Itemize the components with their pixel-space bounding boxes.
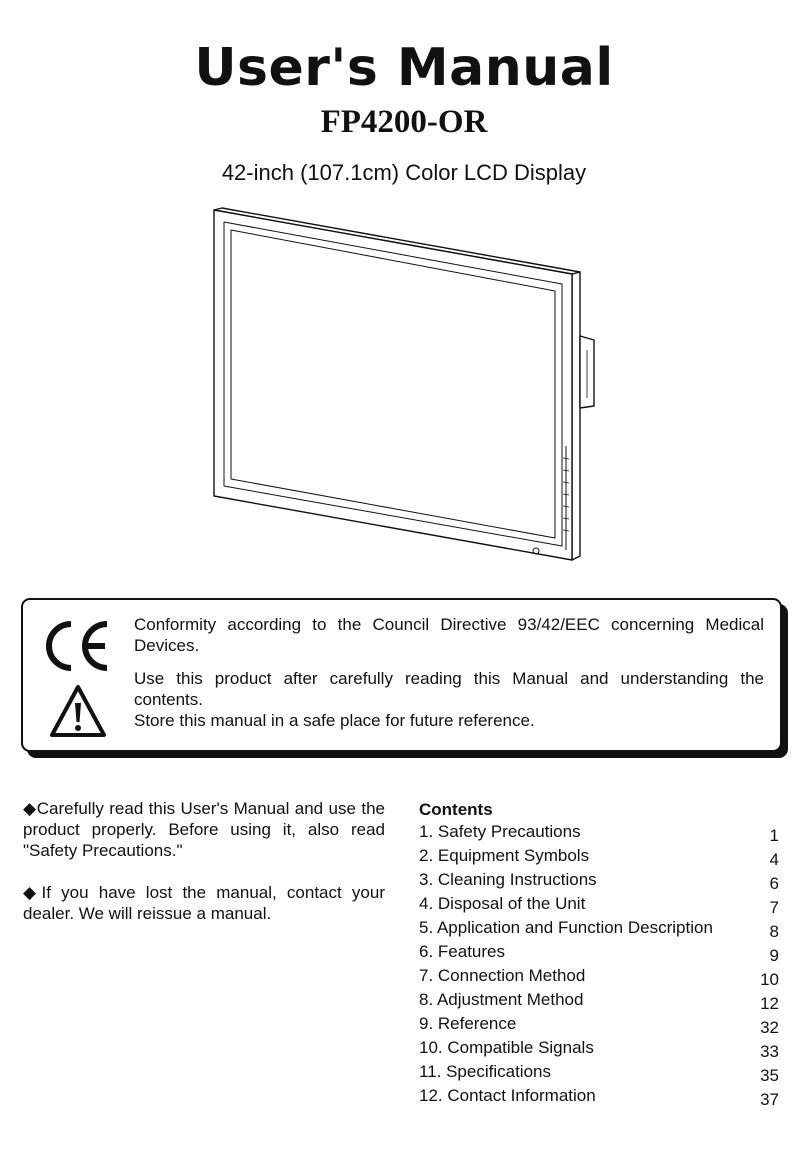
- toc-page: 33: [760, 1042, 779, 1061]
- warning-text: Use this product after carefully reading this Manual and understanding the contents.: [134, 669, 764, 709]
- instructions: [23, 798, 385, 945]
- toc-label: 6. Features: [419, 942, 505, 961]
- ce-conformity-text: Conformity according to the Council Directive 93/42/EEC concerning Medical Devices.: [134, 615, 764, 655]
- toc-page: 1: [769, 826, 779, 845]
- toc-label: 5. Application and Function Description: [419, 918, 713, 937]
- toc-label: 7. Connection Method: [419, 966, 586, 985]
- toc-label: 12. Contact Information: [419, 1086, 596, 1105]
- toc-item: [419, 941, 781, 965]
- lcd-monitor-illustration: [210, 200, 610, 566]
- warning-triangle-icon: [49, 684, 107, 738]
- toc-page: 32: [760, 1018, 779, 1037]
- toc-item: [419, 893, 781, 917]
- toc-item: [419, 1085, 781, 1109]
- toc-label: 4. Disposal of the Unit: [419, 894, 586, 913]
- toc-item: [419, 989, 781, 1013]
- model-number: FP4200-OR: [320, 104, 488, 140]
- product-subtitle: 42-inch (107.1cm) Color LCD Display: [221, 160, 587, 185]
- toc-page: 35: [760, 1066, 779, 1085]
- page-title: User's Manual: [194, 38, 614, 98]
- toc-item: [419, 965, 781, 989]
- instruction-lost-manual: ◆If you have lost the manual, contact your dealer. We will reissue a manual.: [23, 883, 385, 923]
- toc-item: [419, 1013, 781, 1037]
- toc-page: 10: [760, 970, 779, 989]
- toc-label: 11. Specifications: [419, 1062, 551, 1081]
- instruction-read-manual: ◆Carefully read this User's Manual and use the product properly. Before using it, also read "Safety Precautions.": [23, 799, 385, 860]
- toc-page: 12: [760, 994, 779, 1013]
- toc-page: 7: [769, 898, 779, 917]
- contents-heading: Contents: [419, 800, 493, 819]
- toc-page: 6: [769, 874, 779, 893]
- toc-item: [419, 821, 781, 845]
- toc-page: 4: [769, 850, 779, 869]
- toc-page: 9: [769, 946, 779, 965]
- toc-item: [419, 1037, 781, 1061]
- toc-page: 37: [760, 1090, 779, 1109]
- toc-item: [419, 917, 781, 941]
- toc-label: 2. Equipment Symbols: [419, 846, 590, 865]
- storage-text: Store this manual in a safe place for future reference.: [134, 711, 535, 730]
- toc-label: 1. Safety Precautions: [419, 822, 581, 841]
- toc-label: 3. Cleaning Instructions: [419, 870, 597, 889]
- toc-item: [419, 845, 781, 869]
- toc-label: 10. Compatible Signals: [419, 1038, 594, 1057]
- toc-item: [419, 1061, 781, 1085]
- toc-label: 8. Adjustment Method: [419, 990, 584, 1009]
- toc-page: 8: [769, 922, 779, 941]
- toc-item: [419, 869, 781, 893]
- table-of-contents: [419, 799, 781, 1109]
- toc-label: 9. Reference: [419, 1014, 517, 1033]
- notice-box: [21, 598, 782, 752]
- ce-mark-icon: [45, 620, 111, 672]
